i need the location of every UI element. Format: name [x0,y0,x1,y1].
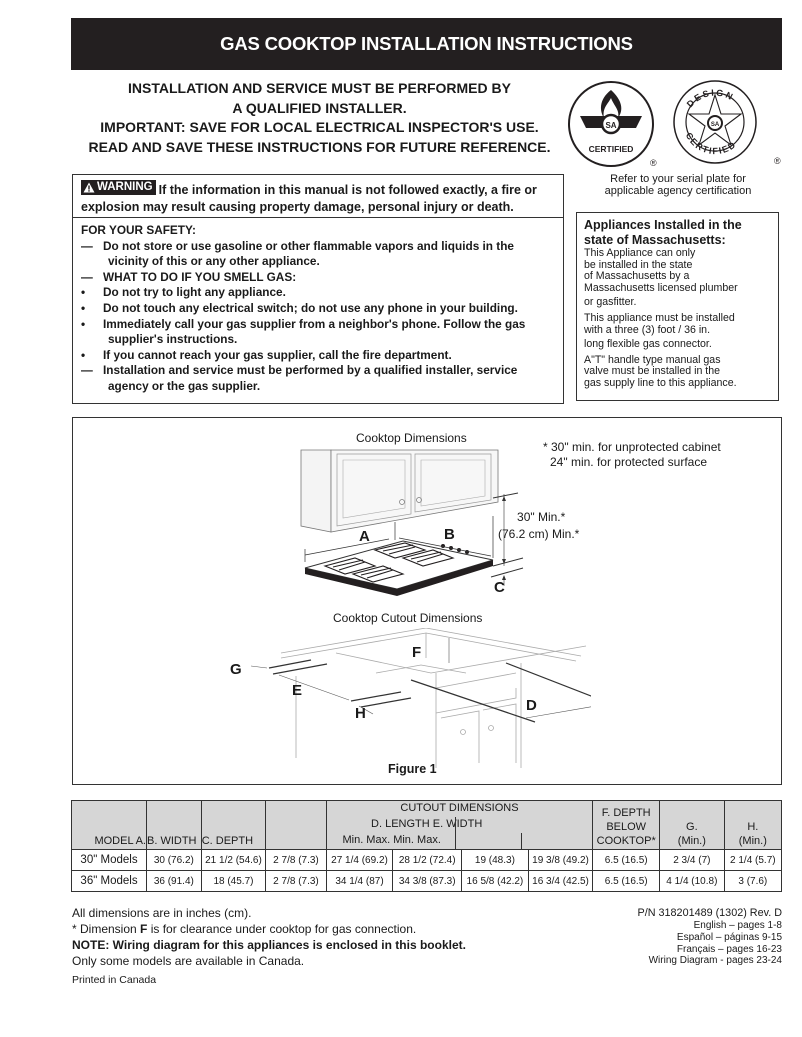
intro-notice [72,79,567,157]
warning-text: If the information in this manual is not followed exactly, a fire or explosion may result causing property damage, personal injury or death. [81,183,537,214]
safety-bullet [81,285,555,301]
para-line: of Massachusetts by a [584,270,690,283]
header-line: (Min.) [677,835,706,847]
language-spanish: Español – páginas 9-15 [676,931,782,943]
cell-d-max: 34 3/8 (87.3) [393,871,462,892]
para-line: This appliance must be installed [584,311,735,324]
safety-item [81,270,555,286]
dimension-label-f: F [412,644,422,661]
caption-line: applicable agency certification [604,185,752,197]
header-line: F. DEPTH [601,807,651,819]
safety-item [81,363,555,379]
safety-bullet [81,317,555,333]
certification-caption [572,173,784,197]
header-line: H. [747,821,759,833]
cell-d-min: 34 1/4 (87) [326,871,393,892]
dimensions-table [71,800,782,892]
para-line: This Appliance can only [584,247,696,259]
safety-text: agency or the gas supplier. [108,378,261,393]
para-line: long flexible gas connector. [584,338,712,351]
safety-text: Do not touch any electrical switch; do not use any phone in your building. [103,300,518,315]
title-bar [71,18,782,70]
cutout-sub-label: D. LENGTH E. WIDTH [371,818,483,830]
csa-design-certified-logo [674,81,781,166]
safety-text: Do not try to light any appliance. [103,285,286,300]
header-line: BELOW [606,821,647,833]
header-divider [521,833,522,849]
safety-text: If you cannot reach your gas supplier, call the fire department. [103,347,452,362]
cell-model: 30" Models [72,850,147,871]
cell-model: 36" Models [72,871,147,892]
cell-f: 6.5 (16.5) [593,871,660,892]
cell-h: 2 1/4 (5.7) [724,850,781,871]
header-g [660,801,725,850]
clearance-label [498,509,579,543]
cell-a: 30 (76.2) [147,850,202,871]
dash-marker: — [81,238,93,253]
cell-g: 2 3/4 (7) [660,850,725,871]
footnote-text: * Dimension [72,922,141,936]
massachusetts-heading: state of Massachusetts: [584,233,726,247]
intro-line: A QUALIFIED INSTALLER. [232,99,407,116]
safety-heading: FOR YOUR SAFETY: [81,223,196,237]
para-line: gas supply line to this appliance. [584,376,737,389]
svg-text:DESIGN: DESIGN [684,87,737,110]
part-number: P/N 318201489 (1302) Rev. D [637,907,782,919]
para-line: valve must be installed in the [584,365,721,378]
cell-e-max: 16 3/4 (42.5) [528,871,593,892]
clearance-line: 30" Min.* [517,510,566,524]
safety-text: supplier's instructions. [108,332,238,347]
cell-c: 2 7/8 (7.3) [266,850,326,871]
safety-text: Installation and service must be performed by a qualified installer, service [103,363,518,378]
header-divider [455,817,456,849]
safety-bullet [81,301,555,317]
para-line: A"T" handle type manual gas [584,353,721,366]
language-english: English – pages 1-8 [693,920,782,931]
cutout-group-label: CUTOUT DIMENSIONS [400,802,519,814]
safety-item [81,239,555,255]
cell-e-min: 19 (48.3) [462,850,529,871]
dash-marker: — [81,269,93,284]
intro-line: INSTALLATION AND SERVICE MUST BE PERFORMED BY [128,80,511,96]
cooktop-dimensions-title: Cooktop Dimensions [356,431,467,445]
header-line: COOKTOP* [596,835,656,847]
massachusetts-para-3 [584,355,771,390]
dimension-label-a: A [359,528,370,545]
massachusetts-para-1 [584,248,771,309]
dimension-label-b: B [444,526,455,543]
cell-g: 4 1/4 (10.8) [660,871,725,892]
dimension-label-c: C [494,579,505,596]
csa-certified-logo [569,82,657,168]
cutout-dimensions-title: Cooktop Cutout Dimensions [333,611,483,625]
table-row [72,850,782,871]
svg-text:®: ® [650,158,657,168]
safety-text: Do not store or use gasoline or other flammable vapors and liquids in the [103,238,514,253]
caption-line: Refer to your serial plate for [610,173,746,185]
cell-a: 36 (91.4) [147,871,202,892]
warning-triangle-icon [83,182,95,193]
bullet-marker: • [81,316,86,331]
para-line: or gasfitter. [584,296,637,309]
dash-marker: — [81,363,93,378]
massachusetts-box [576,212,779,401]
header-c-depth: C. DEPTH [201,801,266,850]
clearance-line: (76.2 cm) Min.* [498,527,580,541]
header-model: MODEL A. [72,801,147,850]
cutout-minmax-label: Min. Max. Min. Max. [342,834,441,846]
warning-badge [81,180,156,195]
cell-d-min: 27 1/4 (69.2) [326,850,393,871]
intro-line: READ AND SAVE THESE INSTRUCTIONS FOR FUTURE REFERENCE. [88,138,551,155]
svg-text:CERTIFIED: CERTIFIED [683,130,739,157]
footnote-wiring-note: NOTE: Wiring diagram for this appliances is enclosed in this booklet. [72,938,466,952]
safety-text: WHAT TO DO IF YOU SMELL GAS: [103,269,297,284]
footnote-canada: Only some models are available in Canada. [72,954,305,968]
dimension-label-e: E [292,682,303,699]
warning-label: WARNING [97,181,153,193]
page-title: GAS COOKTOP INSTALLATION INSTRUCTIONS [220,33,633,54]
certification-logos [568,78,784,170]
dimension-label-d: D [526,697,537,714]
header-h [724,801,781,850]
intro-line: IMPORTANT: SAVE FOR LOCAL ELECTRICAL INSPECTOR'S USE. [100,119,539,135]
table-row [72,871,782,892]
cell-f: 6.5 (16.5) [593,850,660,871]
cell-h: 3 (7.6) [724,871,781,892]
footnote-units: All dimensions are in inches (cm). [72,906,252,920]
dimension-label-h: H [355,705,366,722]
cell-e-min: 16 5/8 (42.2) [462,871,529,892]
header-f-depth [593,801,660,850]
cell-e-max: 19 3/8 (49.2) [528,850,593,871]
cell-d-max: 28 1/2 (72.4) [393,850,462,871]
wiring-diagram-pages: Wiring Diagram - pages 23-24 [648,955,782,967]
footnote-text: is for clearance under cooktop for gas connection. [147,922,417,936]
header-line: G. [686,821,698,833]
note-line: 24" min. for protected surface [550,455,708,469]
header-line: (Min.) [738,835,767,847]
figure-1-box [72,417,782,785]
svg-text:®: ® [774,156,781,166]
svg-text:SA: SA [710,122,720,128]
safety-text: Immediately call your gas supplier from a neighbor's phone. Follow the gas [103,316,526,331]
cell-b: 21 1/2 (54.6) [201,850,266,871]
bullet-marker: • [81,347,86,362]
para-line: be installed in the state [584,258,693,271]
svg-text:CERTIFIED: CERTIFIED [588,144,634,154]
header-blank [266,801,326,850]
footnote-dimension-f [72,921,466,937]
printed-in: Printed in Canada [72,974,157,986]
language-french: Français – pages 16-23 [676,943,782,955]
svg-text:SA: SA [605,121,617,130]
bullet-marker: • [81,300,86,315]
cell-b: 18 (45.7) [201,871,266,892]
safety-box [72,218,564,404]
massachusetts-para-2 [584,313,771,351]
para-line: Massachusetts licensed plumber [584,281,738,294]
safety-text: vicinity of this or any other appliance. [108,254,320,269]
massachusetts-heading: Appliances Installed in the [584,218,742,232]
warning-box [72,174,564,218]
dimension-label-g: G [230,661,242,678]
para-line: with a three (3) foot / 36 in. [584,323,711,336]
header-b-width: B. WIDTH [147,801,202,850]
safety-bullet [81,348,555,364]
header-cutout-dimensions [326,801,593,850]
cell-c: 2 7/8 (7.3) [266,871,326,892]
bullet-marker: • [81,285,86,300]
figure-caption: Figure 1 [388,762,437,776]
table-header-row [72,801,782,850]
note-line: * 30" min. for unprotected cabinet [543,440,721,454]
footnotes [72,905,466,988]
footnote-bold: F [140,922,148,936]
part-number-block [590,907,782,967]
